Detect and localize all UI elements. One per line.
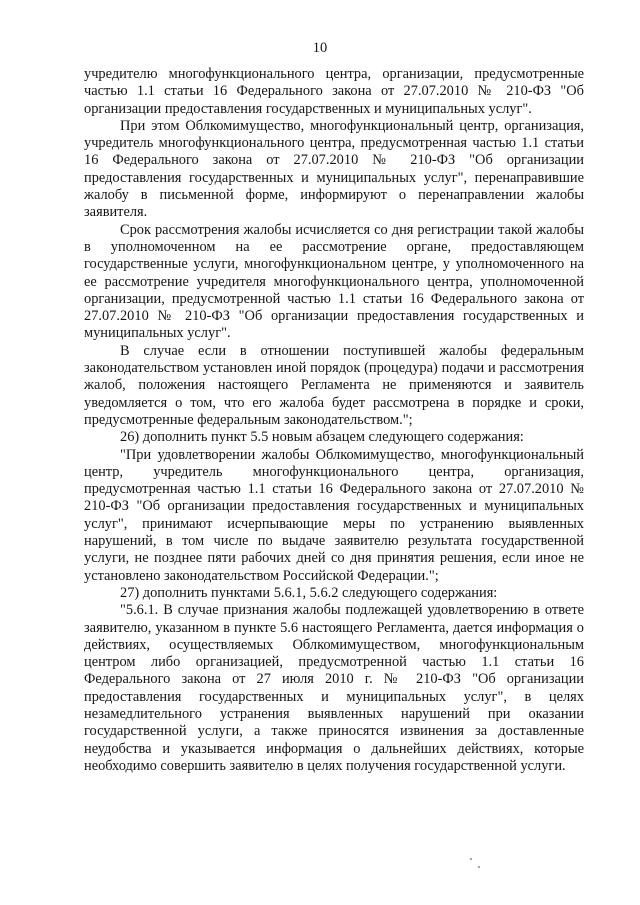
scan-speck [470,858,472,860]
paragraph-5-6-1: "5.6.1. В случае признания жалобы подлежащей удовлетворению в ответе заявителю, указанном в пункте 5.6 настоящего Регламента, дается информация о действиях, осуществляемых Облкомимуществом, многофункциональным центром либо организацией, предусмотренной частью 1.1 статьи 16 Федерального закона от 27 июля 2010 г. № 210-ФЗ "Об организации предоставления государственных и муниципальных услуг", в целях незамедлительного устранения выявленных нарушений при оказании государственной услуги, а также приносятся извинения за доставленные неудобства и указывается информация о дальнейших действиях, которые необходимо совершить заявителю в целях получения государственной услуги. [84,602,584,774]
document-body [84,66,584,775]
page-number: 10 [312,40,328,56]
paragraph-continuation: учредителю многофункционального центра, организации, предусмотренные частью 1.1 статьи 16 Федерального закона от 27.07.2010 № 210-ФЗ "Об организации предоставления государственных и муниципальных услуг". [84,66,584,117]
paragraph-item-26: 26) дополнить пункт 5.5 новым абзацем следующего содержания: [120,429,524,446]
paragraph-redirect-notice: При этом Облкомимущество, многофункциональный центр, организация, учредитель многофункционального центра, предусмотренная частью 1.1 статьи 16 Федерального закона от 27.07.2010 № 210-ФЗ "Об организации предоставления государственных и муниципальных услуг", перенаправившие жалобу в письменной форме, информируют о перенаправлении жалобы заявителя. [84,117,584,221]
paragraph-item-27: 27) дополнить пунктами 5.6.1, 5.6.2 следующего содержания: [120,584,498,601]
paragraph-complaint-satisfaction: "При удовлетворении жалобы Облкомимущество, многофункциональный центр, учредитель многофункционального центра, организация, предусмотренная частью 1.1 статьи 16 Федерального закона от 27.07.2010 № 210-ФЗ "Об организации предоставления государственных и муниципальных услуг", принимают исчерпывающие меры по устранению выявленных нарушений, в том числе по выдаче заявителю результата государственной услуги, не позднее пяти рабочих дней со дня принятия решения, если иное не установлено законодательством Российской Федерации."; [84,446,584,584]
paragraph-review-period: Срок рассмотрения жалобы исчисляется со дня регистрации такой жалобы в уполномоченном на ее рассмотрение органе, предоставляющем государственные услуги, многофункциональном центре, у уполномоченного на ее рассмотрение учредителя многофункционального центра, уполномоченной организации, предусмотренной частью 1.1 статьи 16 Федерального закона от 27.07.2010 № 210-ФЗ "Об организации предоставления государственных и муниципальных услуг". [84,221,584,342]
paragraph-federal-procedure: В случае если в отношении поступившей жалобы федеральным законодательством установлен иной порядок (процедура) подачи и рассмотрения жалоб, положения настоящего Регламента не применяются и заявитель уведомляется о том, что его жалоба будет рассмотрена в порядке и сроки, предусмотренные федеральным законодательством."; [84,342,584,428]
scan-speck [478,866,480,868]
